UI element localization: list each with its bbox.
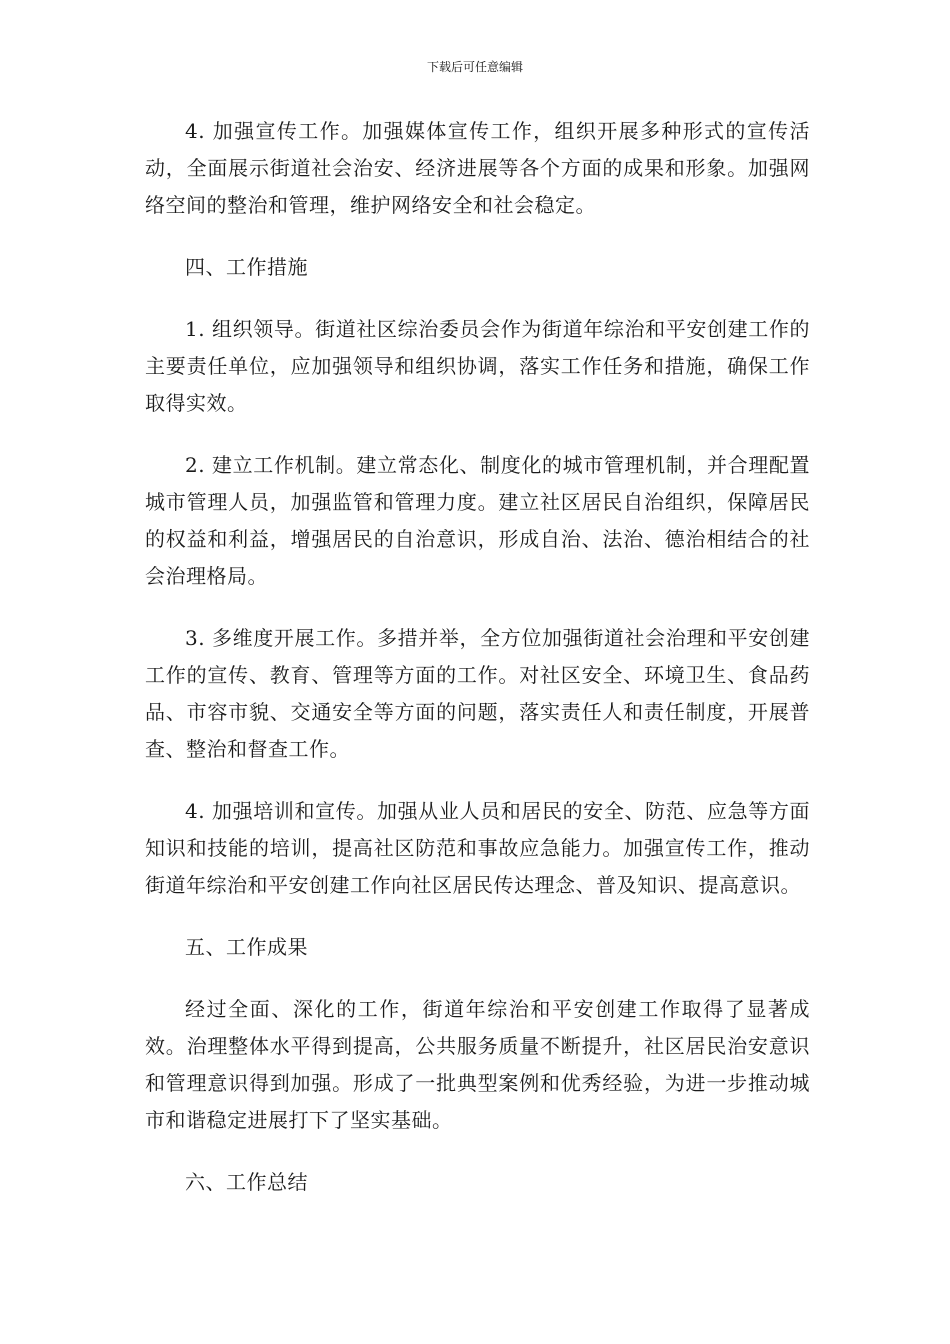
paragraph-publicity-work: 4. 加强宣传工作。加强媒体宣传工作，组织开展多种形式的宣传活动，全面展示街道社会治安、经济进展等各个方面的成果和形象。加强网络空间的整治和管理，维护网络安全和社会稳定。: [145, 119, 810, 217]
paragraph-results: 经过全面、深化的工作，街道年综治和平安创建工作取得了显著成效。治理整体水平得到提高，公共服务质量不断提升，社区居民治安意识和管理意识得到加强。形成了一批典型案例和优秀经验，为进一步推动城市和谐稳定进展打下了坚实基础。: [145, 997, 810, 1132]
header-note: 下载后可任意编辑: [426, 60, 523, 74]
paragraph-training-publicity: 4. 加强培训和宣传。加强从业人员和居民的安全、防范、应急等方面知识和技能的培训，提高社区防范和事故应急能力。加强宣传工作，推动街道年综治和平安创建工作向社区居民传达理念、普及知识、提高意识。: [145, 799, 810, 897]
paragraph-work-mechanism: 2. 建立工作机制。建立常态化、制度化的城市管理机制，并合理配置城市管理人员，加强监管和管理力度。建立社区居民自治组织，保障居民的权益和利益，增强居民的自治意识，形成自治、法治、德治相结合的社会治理格局。: [145, 453, 810, 588]
section-heading-summary: 六、工作总结: [185, 1170, 308, 1194]
section-heading-measures: 四、工作措施: [185, 255, 308, 279]
document-body: [145, 113, 810, 1226]
section-heading-results: 五、工作成果: [185, 935, 308, 959]
paragraph-organization-leadership: 1. 组织领导。街道社区综治委员会作为街道年综治和平安创建工作的主要责任单位，应加强领导和组织协调，落实工作任务和措施，确保工作取得实效。: [145, 317, 810, 415]
paragraph-multi-dimensional-work: 3. 多维度开展工作。多措并举，全方位加强街道社会治理和平安创建工作的宣传、教育、管理等方面的工作。对社区安全、环境卫生、食品药品、市容市貌、交通安全等方面的问题，落实责任人和责任制度，开展普查、整治和督查工作。: [145, 626, 810, 761]
